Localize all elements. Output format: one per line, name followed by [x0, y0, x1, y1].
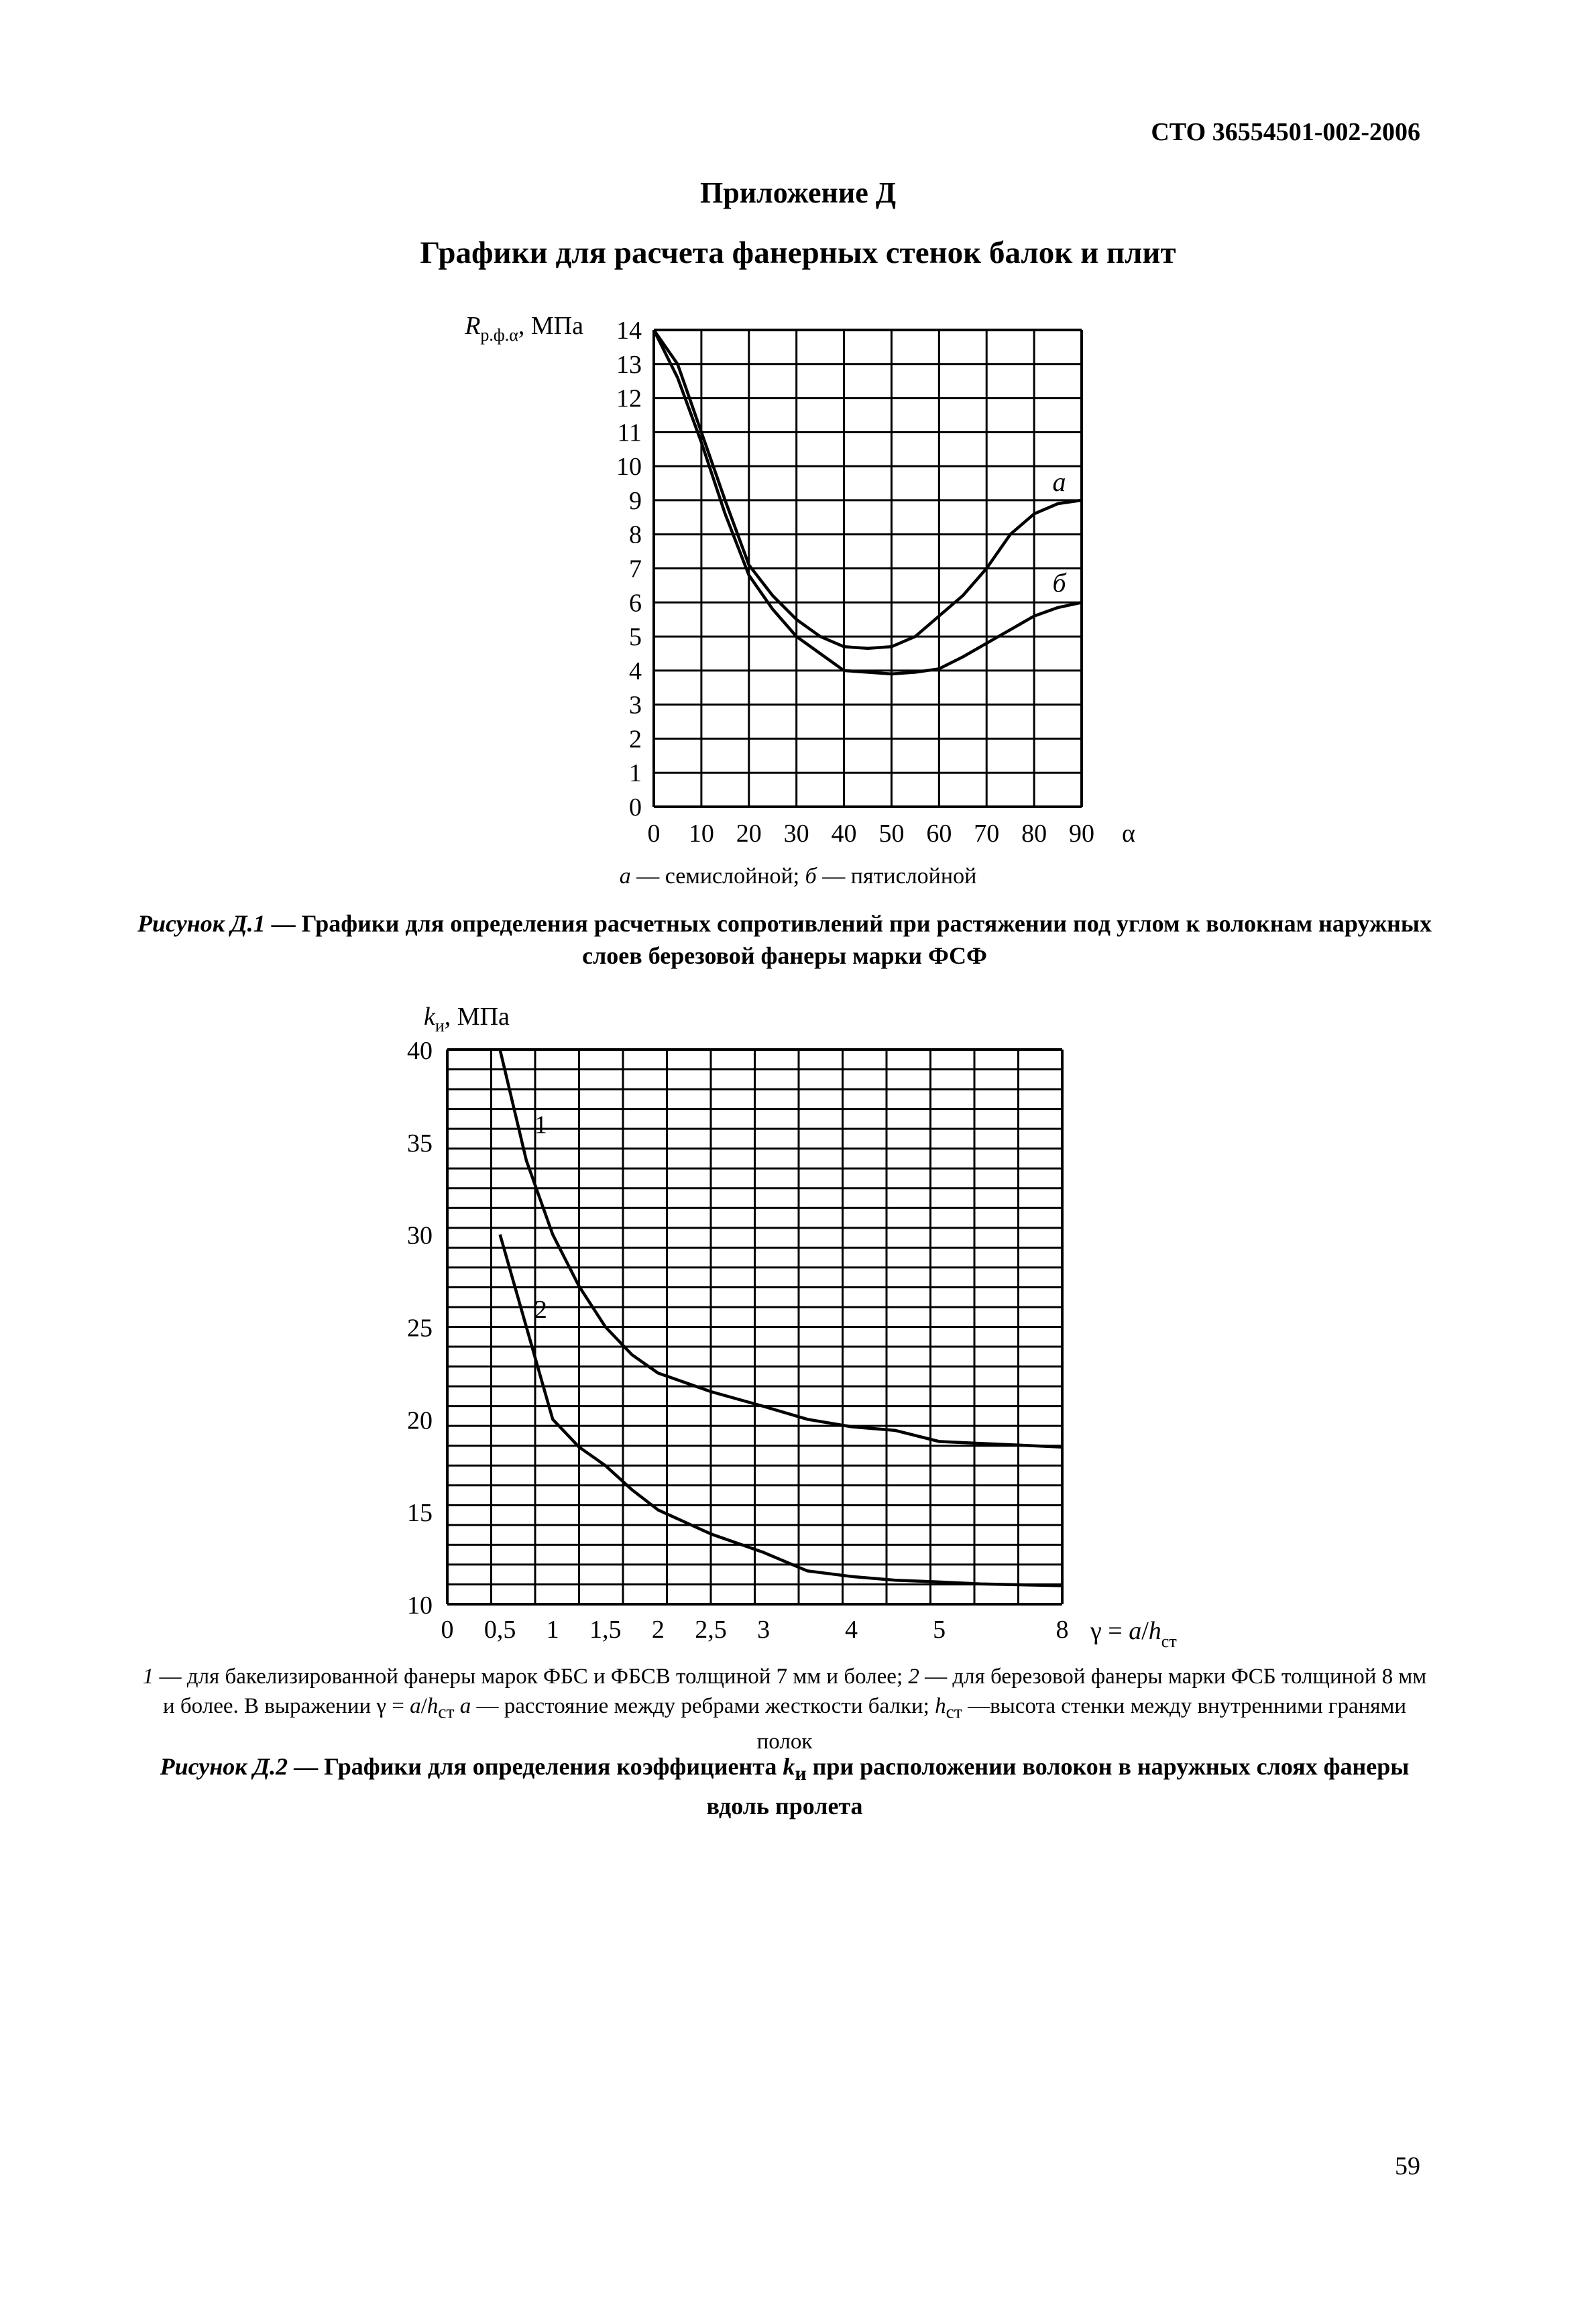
figure-2-caption [134, 1750, 1435, 1822]
note-sub2: ст [946, 1701, 962, 1722]
x-tick-label: 0 [647, 820, 661, 848]
x-axis-label: $\gamma = a/h_{ст}$ [1090, 1617, 1177, 1651]
y-tick-label: 30 [407, 1221, 433, 1250]
x-tick-label: 90 [1069, 820, 1094, 848]
y-tick-label: 8 [629, 520, 642, 549]
figure-2-label: Рисунок Д.2 [160, 1753, 288, 1780]
note-t1: — для бакелизированной фанеры марок ФБС и ФБСВ толщиной 7 мм и более; [154, 1665, 909, 1689]
figure-2-note [134, 1662, 1435, 1756]
figure-2-caption-text-2: при расположении волокон в наружных слоях фанеры вдоль пролета [706, 1753, 1410, 1820]
page-title: Графики для расчета фанерных стенок балок и плит [420, 235, 1176, 270]
x-tick-label: 5 [933, 1616, 946, 1644]
x-tick-label: 2 [651, 1616, 665, 1644]
series-label-b: б [1052, 567, 1066, 598]
note-slash: / [420, 1694, 427, 1718]
series-label-1: 1 [534, 1111, 547, 1139]
x-tick-label: 1,5 [589, 1616, 622, 1644]
figure-2-caption-k-sub: и [795, 1762, 807, 1785]
x-tick-label: 1 [546, 1616, 559, 1644]
figure-2-caption-k: k [783, 1753, 795, 1780]
y-tick-label: 14 [616, 317, 642, 345]
x-axis-label: α [1122, 820, 1135, 848]
x-tick-label: 60 [926, 820, 952, 848]
legend-b-desc: — пятислойной [816, 864, 977, 889]
x-tick-label: 40 [831, 820, 857, 848]
y-tick-label: 15 [407, 1499, 433, 1528]
page-number: 59 [1395, 2152, 1420, 2180]
y-tick-label: 5 [629, 623, 642, 652]
note-h2: h [935, 1694, 946, 1718]
x-tick-label: 4 [845, 1616, 858, 1644]
x-tick-label: 0 [441, 1616, 454, 1644]
note-n2: 2 [908, 1665, 919, 1689]
y-tick-label: 1 [629, 759, 642, 788]
series-label-2: 2 [534, 1295, 547, 1324]
appendix-title: Приложение Д [700, 176, 896, 209]
y-tick-label: 10 [407, 1591, 433, 1620]
x-tick-label: 2,5 [695, 1616, 727, 1644]
y-tick-label: 0 [629, 793, 642, 822]
figure-2-caption-text-1: — Графики для определения коэффициента [288, 1753, 783, 1780]
x-tick-label: 20 [736, 820, 762, 848]
y-tick-label: 2 [629, 725, 642, 754]
y-tick-label: 13 [616, 350, 642, 379]
series-label-a: а [1052, 466, 1066, 497]
note-sub1: ст [438, 1701, 455, 1722]
note-n1: 1 [142, 1665, 154, 1689]
note-h1: h [426, 1694, 439, 1718]
y-tick-label: 9 [629, 486, 642, 515]
y-tick-label: 12 [616, 384, 642, 413]
x-tick-label: 70 [974, 820, 1000, 848]
y-tick-label: 10 [616, 453, 642, 482]
x-tick-label: 80 [1021, 820, 1047, 848]
legend-a-label: а [619, 864, 631, 889]
x-tick-label: 0,5 [483, 1616, 516, 1644]
y-axis-label: $R_{р.ф.\alpha}$, МПа [465, 312, 583, 345]
note-a: a [410, 1694, 421, 1718]
x-tick-label: 30 [783, 820, 809, 848]
x-tick-label: 10 [688, 820, 714, 848]
legend-b-label: б [805, 864, 817, 889]
note-t5: —высота стенки между внутренними гранями полок [756, 1694, 1406, 1754]
y-tick-label: 40 [407, 1037, 433, 1065]
y-tick-label: 20 [407, 1406, 433, 1435]
y-tick-label: 6 [629, 589, 642, 618]
x-tick-label: 3 [757, 1616, 771, 1644]
figure-1-label: Рисунок Д.1 [137, 910, 266, 937]
y-tick-label: 7 [629, 555, 642, 583]
x-tick-label: 8 [1056, 1616, 1069, 1644]
x-tick-label: 50 [878, 820, 905, 848]
note-t3 [455, 1694, 460, 1718]
figure-1-caption-text: — Графики для определения расчетных сопротивлений при растяжении под углом к волокнам наружных слоев березовой фанеры марки ФСФ [265, 910, 1432, 969]
y-tick-label: 3 [629, 691, 642, 720]
document-code: СТО 36554501-002-2006 [1151, 118, 1420, 146]
y-tick-label: 4 [629, 657, 642, 685]
y-axis-label: $k_и$, МПа [424, 1003, 510, 1035]
note-t2: — для березовой фанеры марки ФСБ толщиной 8 мм и более. В выражении γ = [162, 1665, 1427, 1718]
y-tick-label: 25 [407, 1314, 433, 1343]
legend-a-desc: — семислойной; [630, 864, 805, 889]
y-tick-label: 35 [407, 1129, 433, 1158]
note-t4: — расстояние между ребрами жесткости балки; [471, 1694, 935, 1718]
y-tick-label: 11 [617, 418, 642, 447]
note-a2: a [459, 1694, 471, 1718]
